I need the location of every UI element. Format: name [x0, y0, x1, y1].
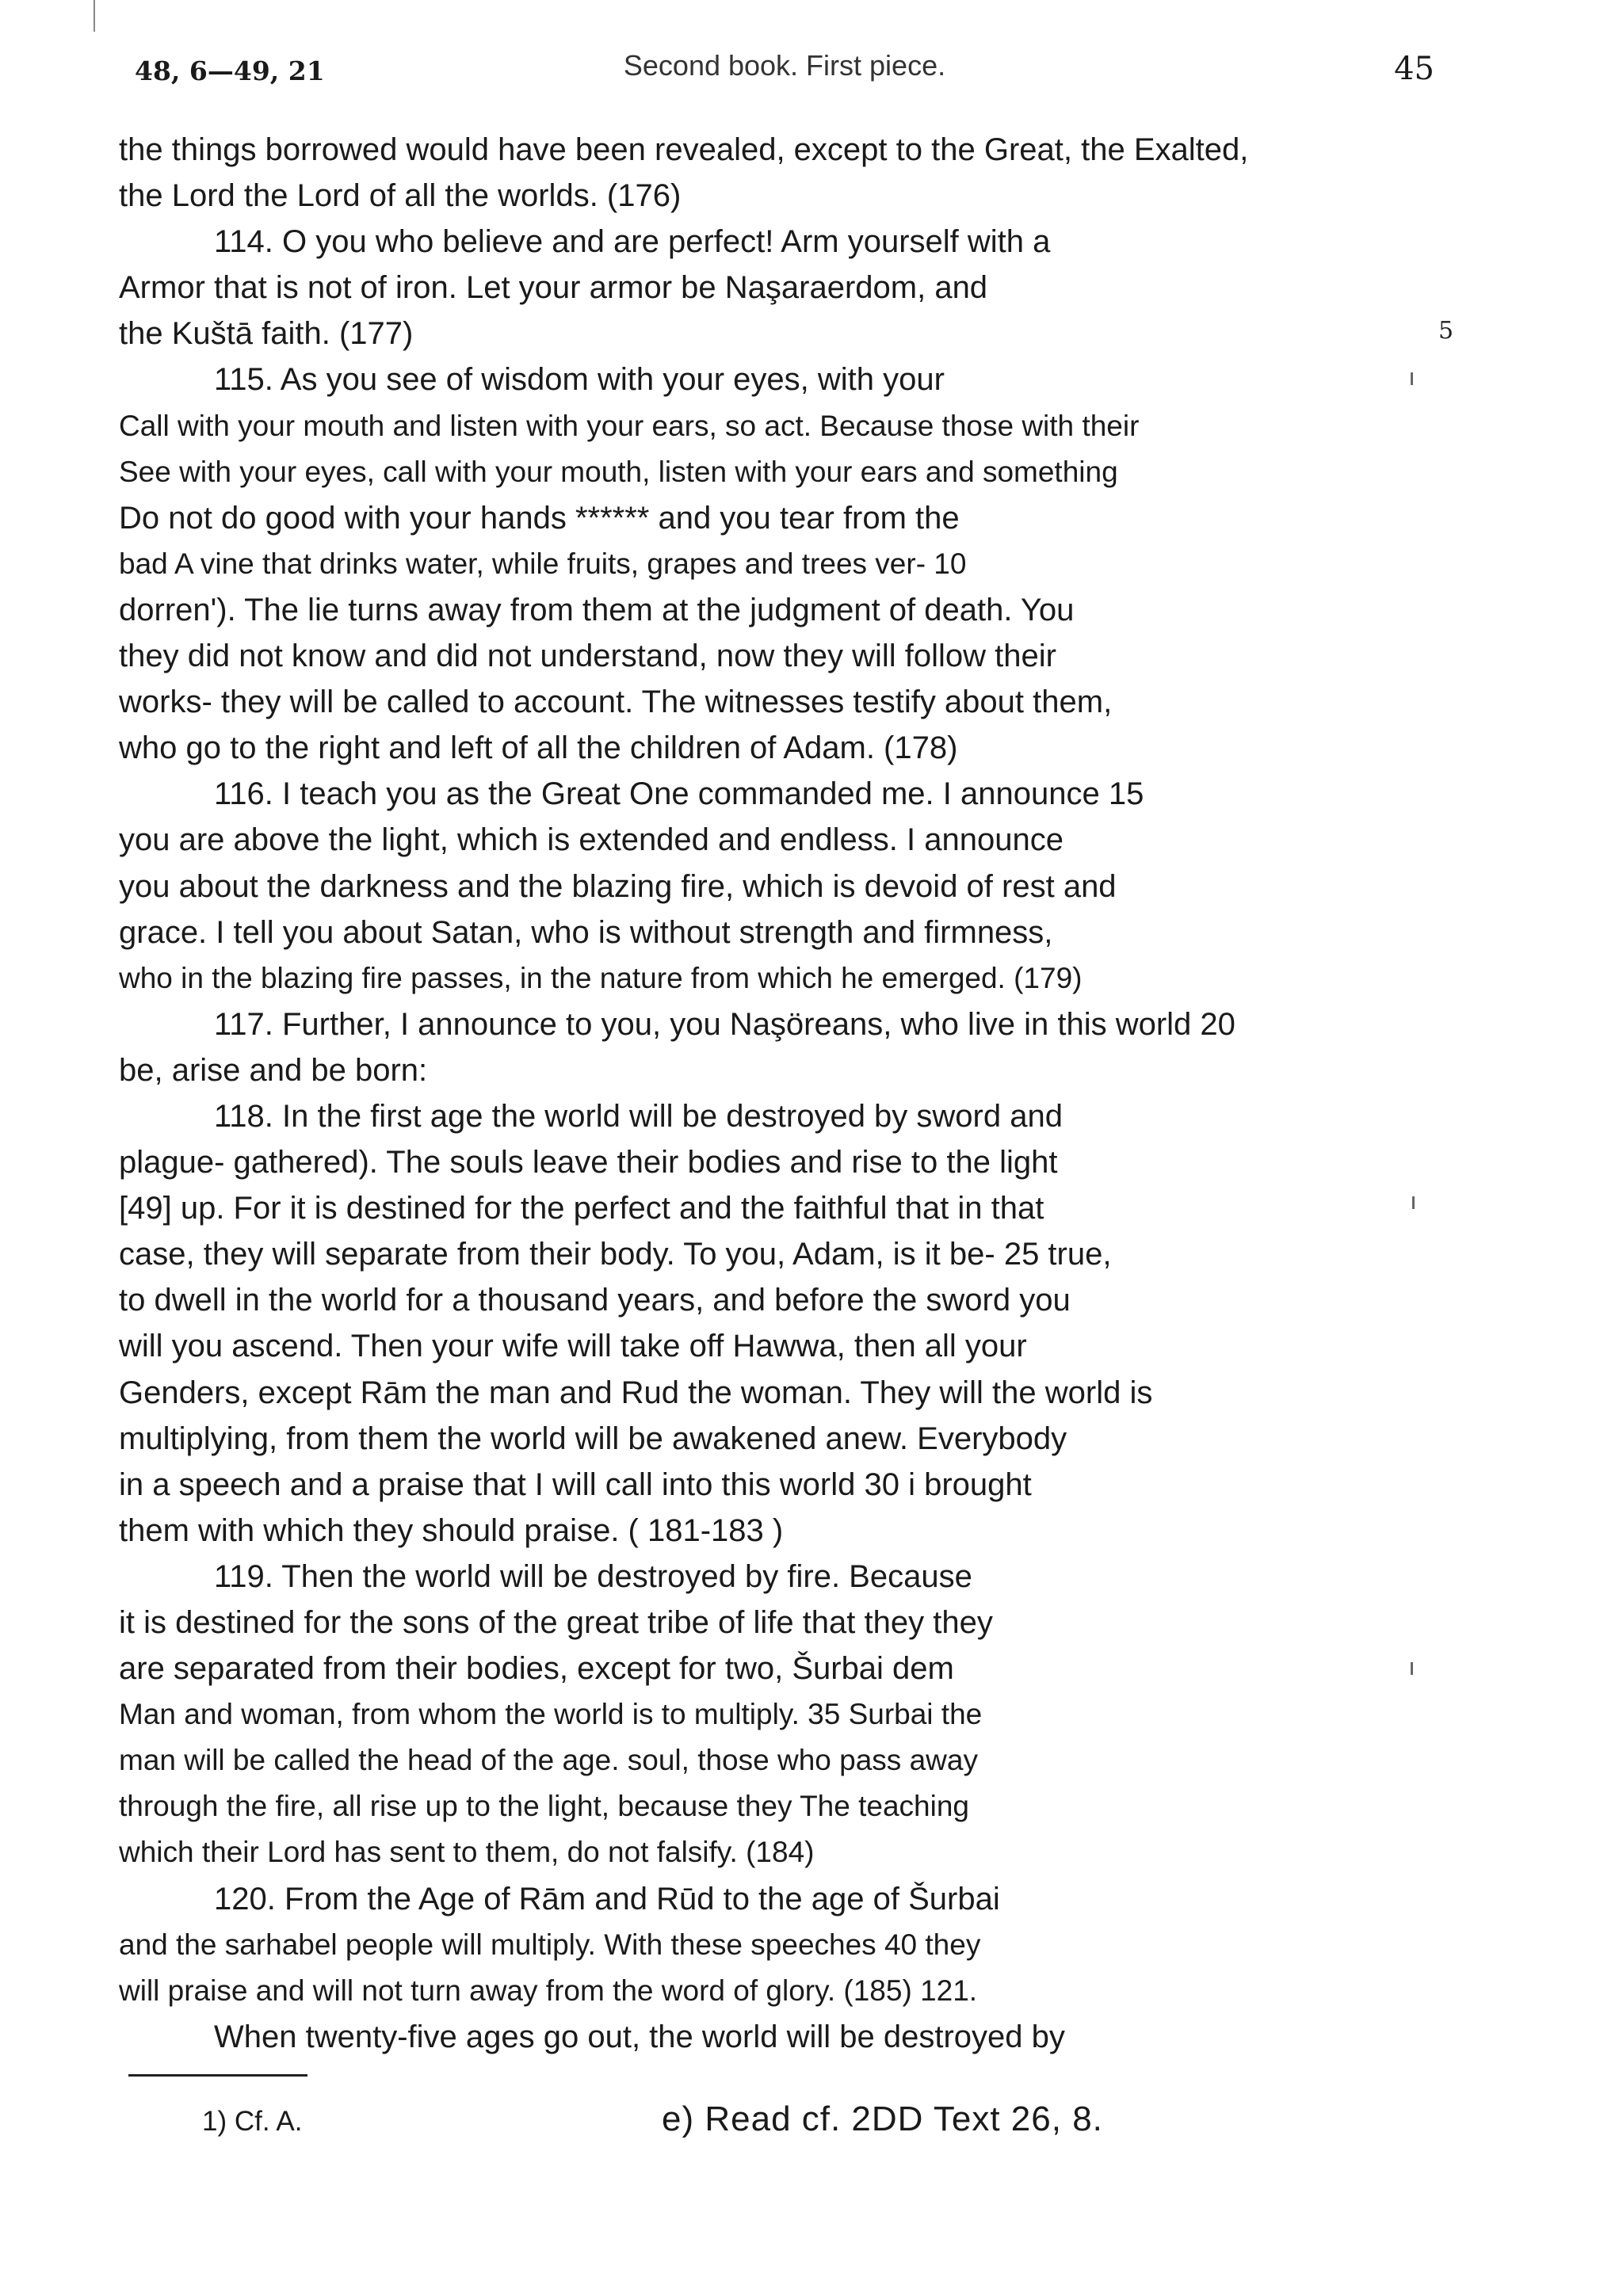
text-line: See with your eyes, call with your mouth, listen with your ears and something: [119, 455, 1118, 488]
text-line: When twenty-five ages go out, the world will be destroyed by: [214, 2019, 1065, 2054]
text-line: will praise and will not turn away from the word of glory. (185) 121.: [119, 1974, 978, 2007]
text-line: which their Lord has sent to them, do not falsify. (184): [119, 1836, 815, 1869]
footnote-rule: [128, 2074, 307, 2077]
text-line: Genders, except Rām the man and Rud the woman. They will the world is: [119, 1375, 1153, 1410]
text-line: 114. O you who believe and are perfect! Arm yourself with a: [214, 224, 1051, 260]
text-line: them with which they should praise. ( 181-183 ): [119, 1512, 784, 1548]
running-title: Second book. First piece.: [623, 49, 946, 82]
text-line: who in the blazing fire passes, in the nature from which he emerged. (179): [119, 961, 1083, 994]
text-line: 120. From the Age of Rām and Rūd to the age of Šurbai: [214, 1881, 1000, 1917]
text-line: and the sarhabel people will multiply. With these speeches 40 they: [119, 1928, 981, 1961]
text-line: 119. Then the world will be destroyed by fire. Because: [214, 1558, 972, 1594]
text-line: through the fire, all rise up to the light, because they The teaching: [119, 1790, 969, 1823]
text-line: in a speech and a praise that I will call into this world 30 i brought: [119, 1466, 1032, 1502]
page-number: 45: [1394, 51, 1434, 87]
text-line: Do not do good with your hands ****** and you tear from the: [119, 500, 960, 536]
text-line: they did not know and did not understand, now they will follow their: [119, 639, 1056, 674]
footnote-1: 1) Cf. A.: [202, 2106, 303, 2137]
text-line: 118. In the first age the world will be destroyed by sword and: [214, 1098, 1063, 1134]
footnotes: [202, 2100, 1391, 2147]
text-line: plague- gathered). The souls leave their bodies and rise to the light: [119, 1145, 1058, 1180]
text-line: are separated from their bodies, except for two, Šurbai dem: [119, 1651, 954, 1687]
text-line: the Lord the Lord of all the worlds. (176): [119, 178, 682, 214]
text-line: Armor that is not of iron. Let your armor be Naşaraerdom, and: [119, 270, 988, 306]
text-line: grace. I tell you about Satan, who is without strength and firmness,: [119, 914, 1053, 950]
footnote-e: e) Read cf. 2DD Text 26, 8.: [662, 2100, 1103, 2138]
text-line: it is destined for the sons of the great tribe of life that they they: [119, 1605, 993, 1640]
text-line: 115. As you see of wisdom with your eyes, with your: [214, 362, 945, 398]
text-line: to dwell in the world for a thousand years, and before the sword you: [119, 1283, 1071, 1318]
gutter-mark: [94, 0, 95, 32]
text-line: dorren'). The lie turns away from them at the judgment of death. You: [119, 592, 1075, 627]
text-line: the Kuštā faith. (177): [119, 316, 414, 352]
text-line: [49] up. For it is destined for the perfect and the faithful that in that: [119, 1191, 1044, 1226]
header-reference: 48, 6—49, 21: [135, 55, 325, 86]
scan-speck: [1411, 1662, 1413, 1675]
text-line: who go to the right and left of all the children of Adam. (178): [119, 730, 958, 766]
text-line: Call with your mouth and listen with your ears, so act. Because those with their: [119, 409, 1140, 442]
text-line: case, they will separate from their body. To you, Adam, is it be- 25 true,: [119, 1237, 1112, 1272]
text-line: Man and woman, from whom the world is to multiply. 35 Surbai the: [119, 1698, 983, 1731]
text-line: you about the darkness and the blazing fire, which is devoid of rest and: [119, 868, 1117, 904]
text-line: be, arise and be born:: [119, 1052, 428, 1088]
margin-line-number: 5: [1438, 317, 1454, 345]
scan-speck: [1412, 1196, 1415, 1209]
text-line: the things borrowed would have been revealed, except to the Great, the Exalted,: [119, 132, 1249, 167]
text-line: will you ascend. Then your wife will take off Hawwa, then all your: [119, 1329, 1027, 1364]
text-line: 117. Further, I announce to you, you Naşöreans, who live in this world 20: [214, 1006, 1235, 1042]
text-line: works- they will be called to account. The witnesses testify about them,: [119, 685, 1113, 720]
text-line: you are above the light, which is extended and endless. I announce: [119, 822, 1064, 858]
body-text: [119, 127, 1474, 2060]
page-header: [135, 49, 1434, 97]
text-line: man will be called the head of the age. soul, those who pass away: [119, 1744, 978, 1777]
scan-speck: [1411, 372, 1413, 385]
text-line: 116. I teach you as the Great One commanded me. I announce 15: [214, 776, 1144, 812]
text-line: multiplying, from them the world will be awakened anew. Everybody: [119, 1421, 1067, 1456]
text-line: bad A vine that drinks water, while fruits, grapes and trees ver- 10: [119, 547, 967, 580]
